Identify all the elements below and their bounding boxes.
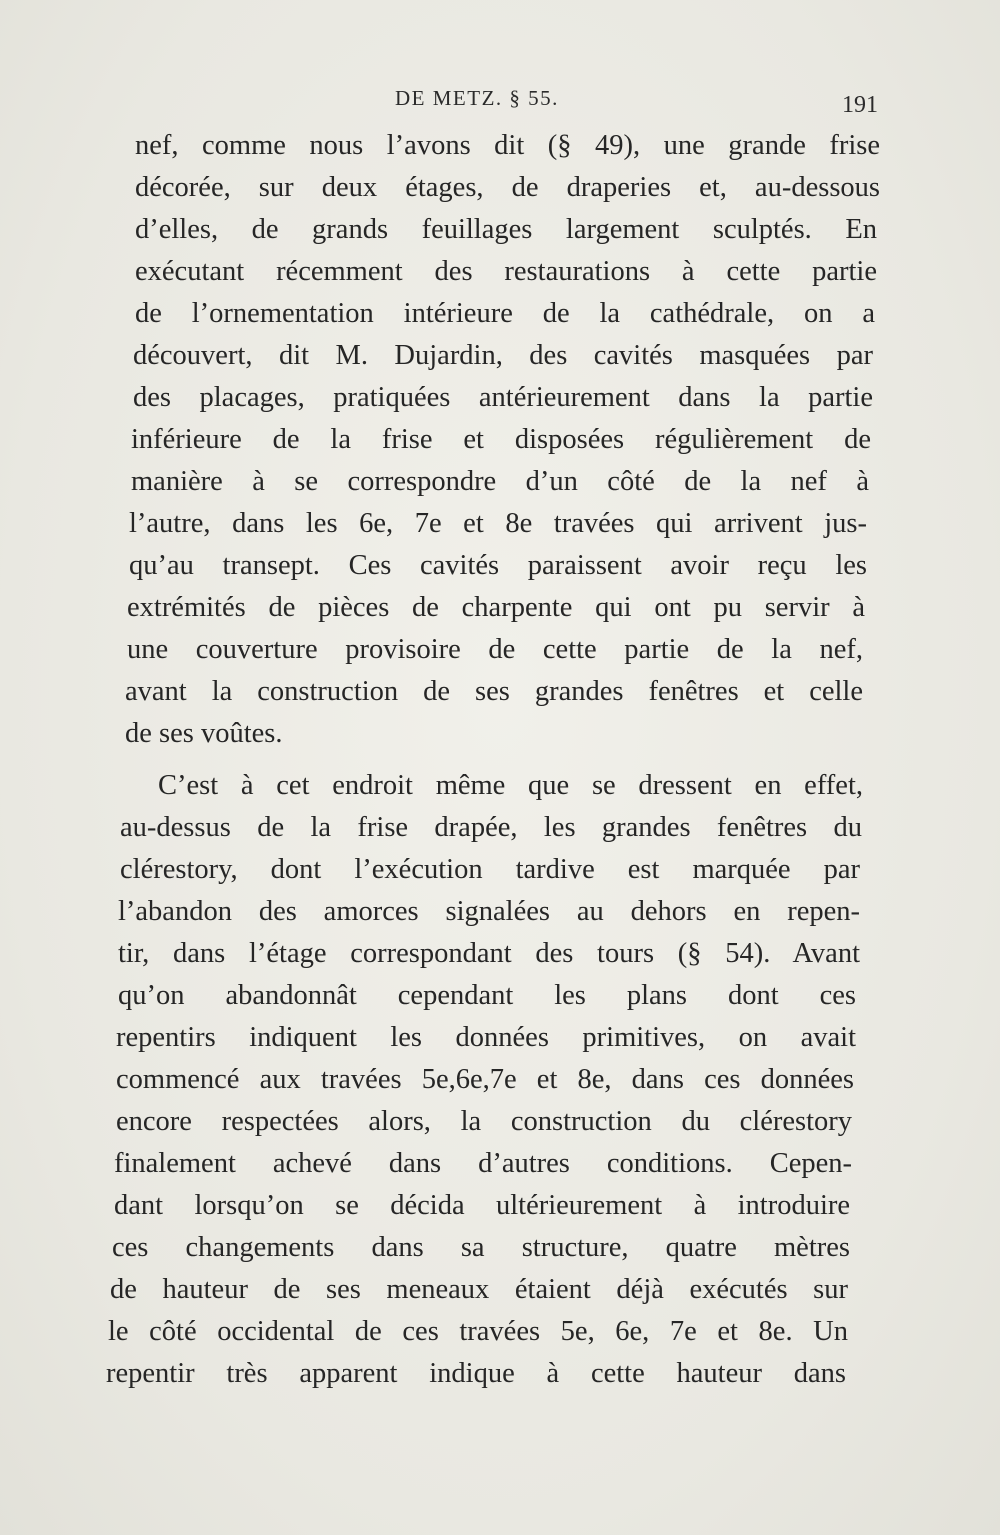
text-line: exécutant récemment des restaurations à cette partie [135, 256, 877, 287]
text-line: repentir très apparent indique à cette hauteur dans [106, 1358, 846, 1389]
text-line: manière à se correspondre d’un côté de la nef à [131, 466, 869, 497]
text-line: au-dessus de la frise drapée, les grandes fenêtres du [120, 812, 862, 843]
text-line: tir, dans l’étage correspondant des tours (§ 54). Avant [118, 938, 860, 969]
text-line: extrémités de pièces de charpente qui ont pu servir à [127, 592, 865, 623]
text-line: de hauteur de ses meneaux étaient déjà exécutés sur [110, 1274, 848, 1305]
text-line: l’autre, dans les 6e, 7e et 8e travées qui arrivent jus- [129, 508, 867, 539]
running-head-title: DE METZ. § 55. [395, 86, 559, 110]
text-line: ces changements dans sa structure, quatre mètres [112, 1232, 850, 1263]
page-number: 191 [842, 92, 878, 118]
text-line: nef, comme nous l’avons dit (§ 49), une grande frise [135, 130, 880, 161]
text-line: de ses voûtes. [125, 718, 283, 749]
text-line: commencé aux travées 5e,6e,7e et 8e, dans ces données [116, 1064, 854, 1095]
text-line: finalement achevé dans d’autres conditions. Cepen- [114, 1148, 852, 1179]
text-line: qu’au transept. Ces cavités paraissent avoir reçu les [129, 550, 867, 581]
text-line: encore respectées alors, la construction du clérestory [116, 1106, 852, 1137]
text-line: décorée, sur deux étages, de draperies et, au-dessous [135, 172, 880, 203]
text-line: repentirs indiquent les données primitives, on avait [116, 1022, 856, 1053]
text-line: une couverture provisoire de cette partie de la nef, [127, 634, 863, 665]
text-line: qu’on abandonnât cependant les plans dont ces [118, 980, 856, 1011]
text-line: d’elles, de grands feuillages largement sculptés. En [135, 214, 877, 245]
text-line: dant lorsqu’on se décida ultérieurement à introduire [114, 1190, 850, 1221]
text-line: clérestory, dont l’exécution tardive est marquée par [120, 854, 860, 885]
text-line: l’abandon des amorces signalées au dehors en repen- [118, 896, 860, 927]
text-line: de l’ornementation intérieure de la cathédrale, on a [135, 298, 875, 329]
text-line: avant la construction de ses grandes fenêtres et celle [125, 676, 863, 707]
text-line: C’est à cet endroit même que se dressent en effet, [158, 770, 863, 801]
text-line: inférieure de la frise et disposées régulièrement de [131, 424, 871, 455]
text-line: des placages, pratiquées antérieurement dans la partie [133, 382, 873, 413]
text-line: le côté occidental de ces travées 5e, 6e, 7e et 8e. Un [108, 1316, 848, 1347]
text-line: découvert, dit M. Dujardin, des cavités masquées par [133, 340, 873, 371]
